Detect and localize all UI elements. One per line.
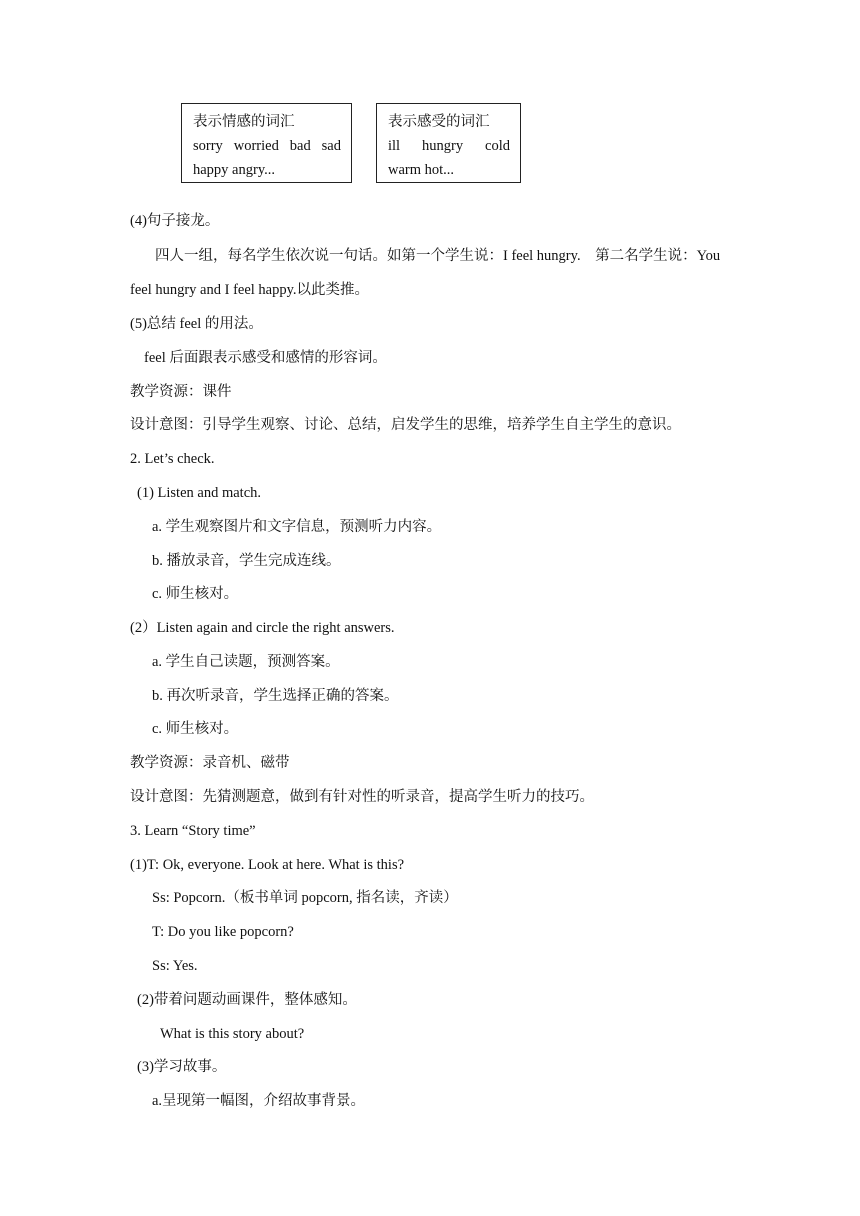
word-sorry: sorry: [193, 138, 223, 154]
step-5-heading: (5)总结 feel 的用法。: [130, 316, 263, 332]
feeling-words-box: [376, 103, 521, 183]
dialogue-line: Ss: Popcorn.（板书单词 popcorn, 指名读，齐读）: [152, 890, 458, 906]
sub-heading: (1) Listen and match.: [137, 485, 262, 501]
feeling-words-row: [388, 134, 510, 158]
emotion-words-box: [181, 103, 352, 183]
list-item: a. 学生自己读题，预测答案。: [152, 654, 340, 670]
design-intent: 设计意图：引导学生观察、讨论、总结，启发学生的思维，培养学生自主学生的意识。: [130, 417, 681, 433]
sub-heading: (3)学习故事。: [137, 1059, 227, 1075]
section-2-heading: 2. Let’s check.: [130, 451, 215, 467]
step-4-heading: (4)句子接龙。: [130, 213, 220, 229]
list-item: c. 师生核对。: [152, 586, 239, 602]
word-cold: cold: [485, 138, 510, 154]
word-ill: ill: [388, 138, 401, 154]
word-hungry: hungry: [422, 138, 464, 154]
list-item: b. 播放录音，学生完成连线。: [152, 553, 341, 569]
feeling-box-title: 表示感受的词汇: [388, 114, 490, 130]
emotion-words-row-2: happy angry...: [193, 162, 276, 178]
design-intent: 设计意图：先猜测题意，做到有针对性的听录音，提高学生听力的技巧。: [130, 789, 594, 805]
paragraph-line: feel 后面跟表示感受和感情的形容词。: [144, 350, 387, 366]
word-sad: sad: [321, 138, 341, 154]
paragraph-line: feel hungry and I feel happy.以此类推。: [130, 282, 370, 298]
question-line: What is this story about?: [160, 1026, 305, 1042]
dialogue-line: (1)T: Ok, everyone. Look at here. What is this?: [130, 857, 405, 873]
teaching-resource: 教学资源：录音机、磁带: [130, 755, 290, 771]
list-item: a. 学生观察图片和文字信息，预测听力内容。: [152, 519, 442, 535]
paragraph-line: 四人一组，每名学生依次说一句话。如第一个学生说：I feel hungry. 第二名学生说：You: [155, 248, 721, 264]
sub-heading: (2）Listen again and circle the right answers.: [130, 620, 395, 636]
teaching-resource: 教学资源：课件: [130, 384, 232, 400]
feeling-words-row-2: warm hot...: [388, 162, 455, 178]
sub-heading: (2)带着问题动画课件，整体感知。: [137, 992, 357, 1008]
word-worried: worried: [233, 138, 279, 154]
list-item: c. 师生核对。: [152, 721, 239, 737]
emotion-box-title: 表示情感的词汇: [193, 114, 295, 130]
dialogue-line: T: Do you like popcorn?: [152, 924, 294, 940]
list-item: a.呈现第一幅图，介绍故事背景。: [152, 1093, 366, 1109]
list-item: b. 再次听录音，学生选择正确的答案。: [152, 688, 399, 704]
section-3-heading: 3. Learn “Story time”: [130, 823, 256, 839]
emotion-words-row: [193, 134, 341, 158]
word-bad: bad: [289, 138, 311, 154]
dialogue-line: Ss: Yes.: [152, 958, 198, 974]
